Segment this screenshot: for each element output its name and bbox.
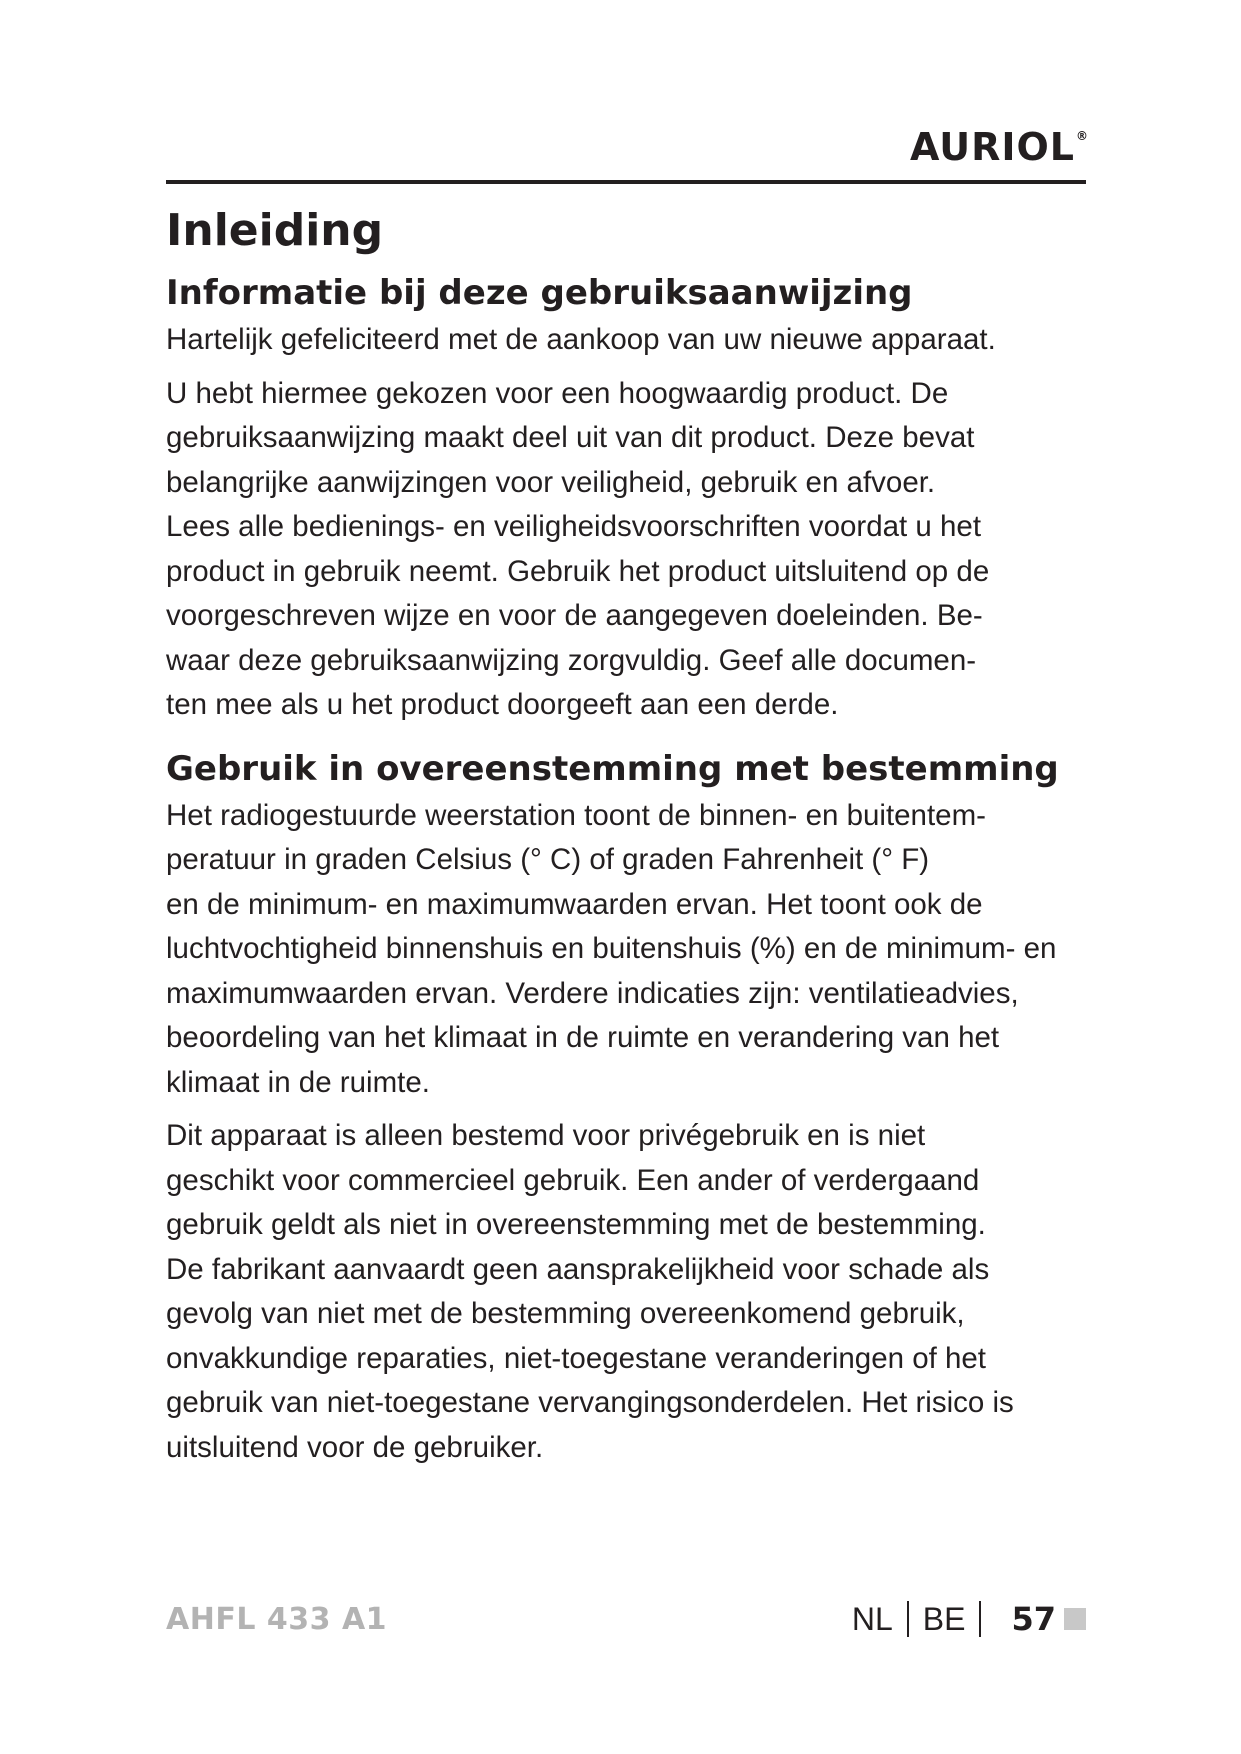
text-line: gebruiksaanwijzing maakt deel uit van dit product. Deze bevat	[166, 421, 975, 454]
text-line: uitsluitend voor de gebruiker.	[166, 1430, 544, 1464]
text-line: ten mee als u het product doorgeeft aan een derde.	[166, 688, 839, 721]
text-line: maximumwaarden ervan. Verdere indicaties zijn: ventilatieadvies,	[166, 976, 1019, 1010]
text-line: De fabrikant aanvaardt geen aansprakelijkheid voor schade als	[166, 1252, 990, 1286]
paragraph-liability	[166, 1114, 1091, 1470]
paragraph-weather-station	[166, 794, 1091, 1106]
paragraph-congrats	[166, 318, 1091, 363]
header-rule	[166, 180, 1086, 184]
text-line: Dit apparaat is alleen bestemd voor privégebruik en is niet	[166, 1119, 926, 1152]
text-line: geschikt voor commercieel gebruik. Een ander of verdergaand	[166, 1163, 980, 1197]
text-line: waar deze gebruiksaanwijzing zorgvuldig. Geef alle documen-	[166, 643, 977, 677]
text-line: voorgeschreven wijze en voor de aangegeven doeleinden. Be-	[166, 599, 983, 632]
text-line: belangrijke aanwijzingen voor veiligheid, gebruik en afvoer.	[166, 465, 936, 499]
text-line: klimaat in de ruimte.	[166, 1065, 430, 1099]
footer-separator	[907, 1601, 909, 1637]
page-marker-square-icon	[1064, 1608, 1086, 1630]
paragraph-intro	[166, 372, 1091, 728]
text-line: gebruik van niet-toegestane vervangingsonderdelen. Het risico is	[166, 1386, 1014, 1419]
registered-mark: ®	[1076, 129, 1090, 143]
text-line: product in gebruik neemt. Gebruik het product uitsluitend op de	[166, 554, 990, 588]
footer-model-number: AHFL 433 A1	[166, 1602, 388, 1637]
text-line: luchtvochtigheid binnenshuis en buitenshuis (%) en de minimum- en	[166, 932, 1057, 965]
page-content	[166, 196, 1091, 1470]
text-line: gebruik geldt als niet in overeenstemming met de bestemming.	[166, 1208, 986, 1241]
section-heading-intended-use: Gebruik in overeenstemming met bestemming	[166, 748, 1059, 789]
text-line: Lees alle bedienings- en veiligheidsvoorschriften voordat u het	[166, 510, 982, 543]
brand-name: AURIOL	[910, 125, 1076, 169]
text-line: U hebt hiermee gekozen voor een hoogwaardig product. De	[166, 376, 949, 410]
text-line: beoordeling van het klimaat in de ruimte en verandering van het	[166, 1021, 1000, 1054]
brand-logo	[910, 125, 1090, 169]
section-heading-info: Informatie bij deze gebruiksaanwijzing	[166, 273, 913, 313]
text-line: peratuur in graden Celsius (° C) of graden Fahrenheit (° F)	[166, 843, 930, 876]
text-line: Hartelijk gefeliciteerd met de aankoop van uw nieuwe apparaat.	[166, 323, 996, 356]
text-line: gevolg van niet met de bestemming overeenkomend gebruik,	[166, 1297, 965, 1330]
text-line: onvakkundige reparaties, niet-toegestane veranderingen of het	[166, 1341, 987, 1375]
footer-language-be: BE	[922, 1600, 966, 1637]
footer-language-nl: NL	[851, 1600, 893, 1637]
footer-separator	[979, 1601, 981, 1637]
text-line: en de minimum- en maximumwaarden ervan. Het toont ook de	[166, 887, 983, 921]
page-title: Inleiding	[166, 205, 384, 256]
text-line: Het radiogestuurde weerstation toont de binnen- en buitentem-	[166, 798, 986, 832]
footer-page-info	[820, 1598, 1086, 1640]
page-number: 57	[1011, 1600, 1056, 1638]
